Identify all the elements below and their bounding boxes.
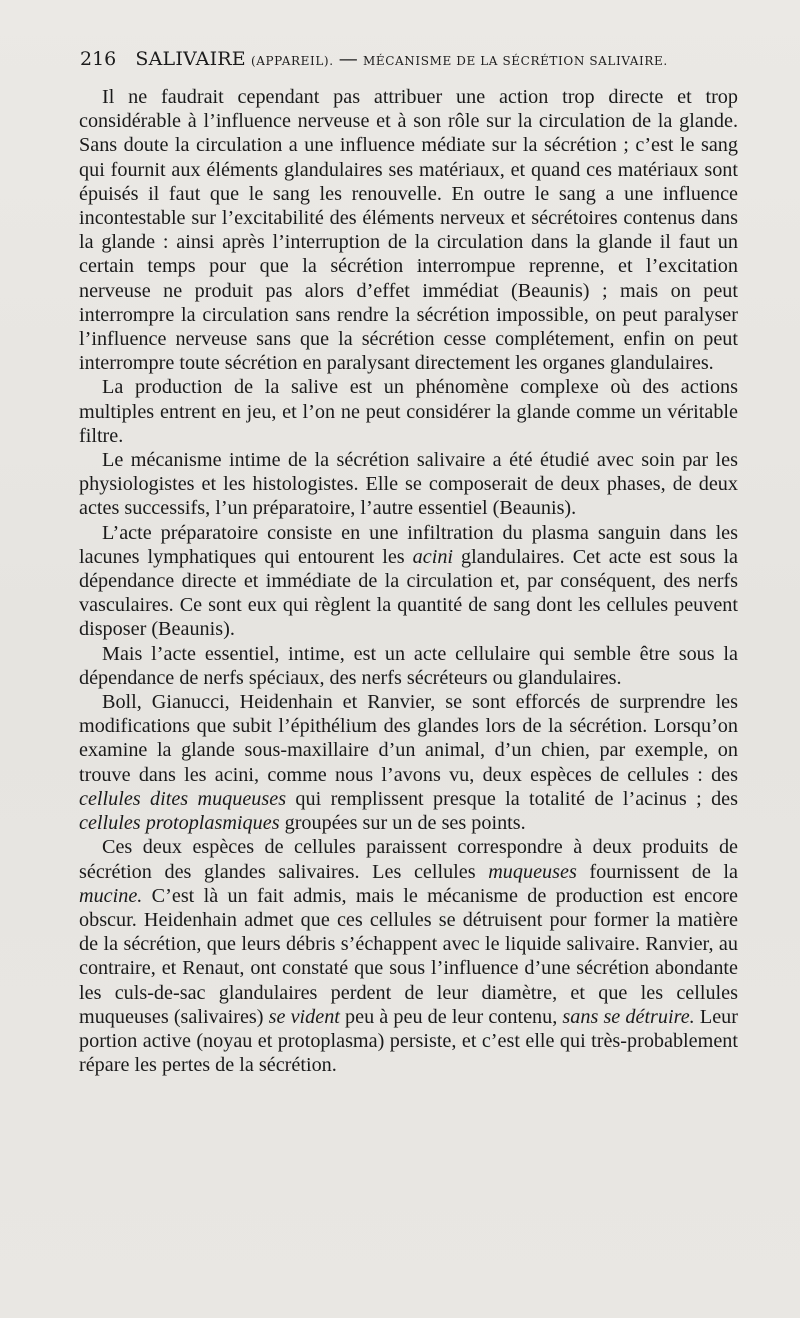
paragraph bbox=[79, 375, 738, 448]
paragraph bbox=[79, 690, 738, 835]
text-segment: C’est là un fait admis, mais le mécanisme de production est encore obscur. Heidenhain admet que ces cellules se détruisent pour former la matière de la sécrétion, que leurs débris s’échappent avec le liquide salivaire. Ranvier, au contraire, et Renaut, ont constaté que sous l’influence d’une sécrétion abondante les culs-de-sac glandulaires perdent de leur diamètre, et que les cellules muqueuses (salivaires) bbox=[79, 884, 738, 1028]
body-text bbox=[79, 85, 738, 1077]
paragraph bbox=[79, 85, 738, 375]
text-segment: fournissent de la bbox=[576, 860, 738, 883]
text-segment: Il ne faudrait cependant pas attribuer une action trop directe et trop considérable à l’influence nerveuse et à son rôle sur la circulation de la glande. Sans doute la circulation a une influence médiate sur la sécrétion ; c’est le sang qui fournit aux éléments glandulaires ses matériaux, et quand ces matériaux sont épuisés il faut que le sang les renouvelle. En outre le sang a une influence incontestable sur l’excitabilité des éléments nerveux et sécrétoires contenus dans la glande : ainsi après l’interruption de la circulation dans la glande il faut un certain temps pour que la sécrétion interrompue reprenne, et l’excitation nerveuse ne produit pas alors d’effet immédiat (Beaunis) ; mais on peut interrompre la circulation sans rendre la sécrétion impossible, on peut paralyser l’influence nerveuse sans que la sécrétion cesse complétement, enfin on peut interrompre toute sécrétion en paralysant directement les organes glandulaires. bbox=[79, 86, 738, 375]
paragraph bbox=[79, 448, 738, 521]
header-title: SALIVAIRE bbox=[135, 48, 246, 70]
paragraph bbox=[79, 642, 738, 690]
text-segment: L’acte préparatoire consiste en une infiltration du plasma sanguin dans les lacunes lymphatiques qui entourent les bbox=[79, 521, 738, 568]
text-segment: La production de la salive est un phénomène complexe où des actions multiples entrent en jeu, et l’on ne peut considérer la glande comme un véritable filtre. bbox=[79, 376, 738, 447]
running-head: MÉCANISME DE LA SÉCRÉTION SALIVAIRE. bbox=[363, 54, 668, 68]
italic-text: mucine. bbox=[79, 884, 143, 907]
page-number: 216 bbox=[80, 48, 117, 70]
text-segment: glandulaires. Cet acte est sous la dépendance directe et immédiate de la circulation et, par conséquent, des nerfs vasculaires. Ce sont eux qui règlent la quantité de sang dont les cellules peuvent disposer (Beaunis). bbox=[79, 545, 739, 641]
italic-text: cellules protoplasmiques bbox=[79, 812, 280, 835]
italic-text: cellules dites muqueuses bbox=[79, 787, 287, 810]
text-segment: Leur portion active (noyau et protoplasma) persiste, et c’est elle qui très-probablement répare les pertes de la sécrétion. bbox=[79, 1005, 738, 1077]
italic-text: sans se détruire. bbox=[562, 1005, 695, 1028]
text-segment: groupées sur un de ses points. bbox=[279, 812, 526, 835]
italic-text: muqueuses bbox=[488, 860, 577, 883]
running-header bbox=[80, 48, 740, 70]
italic-text: acini bbox=[412, 545, 454, 568]
text-segment: qui remplissent presque la totalité de l’acinus ; des bbox=[286, 787, 738, 810]
text-segment: Ces deux espèces de cellules paraissent correspondre à deux produits de sécrétion des glandes salivaires. Les cellules bbox=[79, 836, 738, 883]
header-title-sub: (APPAREIL). bbox=[250, 54, 334, 68]
text-segment: Mais l’acte essentiel, intime, est un acte cellulaire qui semble être sous la dépendance de nerfs spéciaux, des nerfs sécréteurs ou glandulaires. bbox=[79, 642, 738, 689]
text-segment: Le mécanisme intime de la sécrétion salivaire a été étudié avec soin par les physiologistes et les histologistes. Elle se composerait de deux phases, de deux actes successifs, l’un préparatoire, l’autre essentiel (Beaunis). bbox=[79, 449, 738, 520]
italic-text: se vident bbox=[268, 1005, 340, 1028]
header-dash: — bbox=[338, 48, 358, 70]
text-segment: Boll, Gianucci, Heidenhain et Ranvier, se sont efforcés de surprendre les modifications que subit l’épithélium des glandes lors de la sécrétion. Lorsqu’on examine la glande sous-maxillaire d’un animal, d’un chien, par exemple, on trouve dans les acini, comme nous l’avons vu, deux espèces de cellules : des bbox=[79, 691, 738, 786]
paragraph bbox=[79, 835, 738, 1077]
paragraph bbox=[79, 521, 738, 642]
text-segment: peu à peu de leur contenu, bbox=[339, 1005, 563, 1028]
